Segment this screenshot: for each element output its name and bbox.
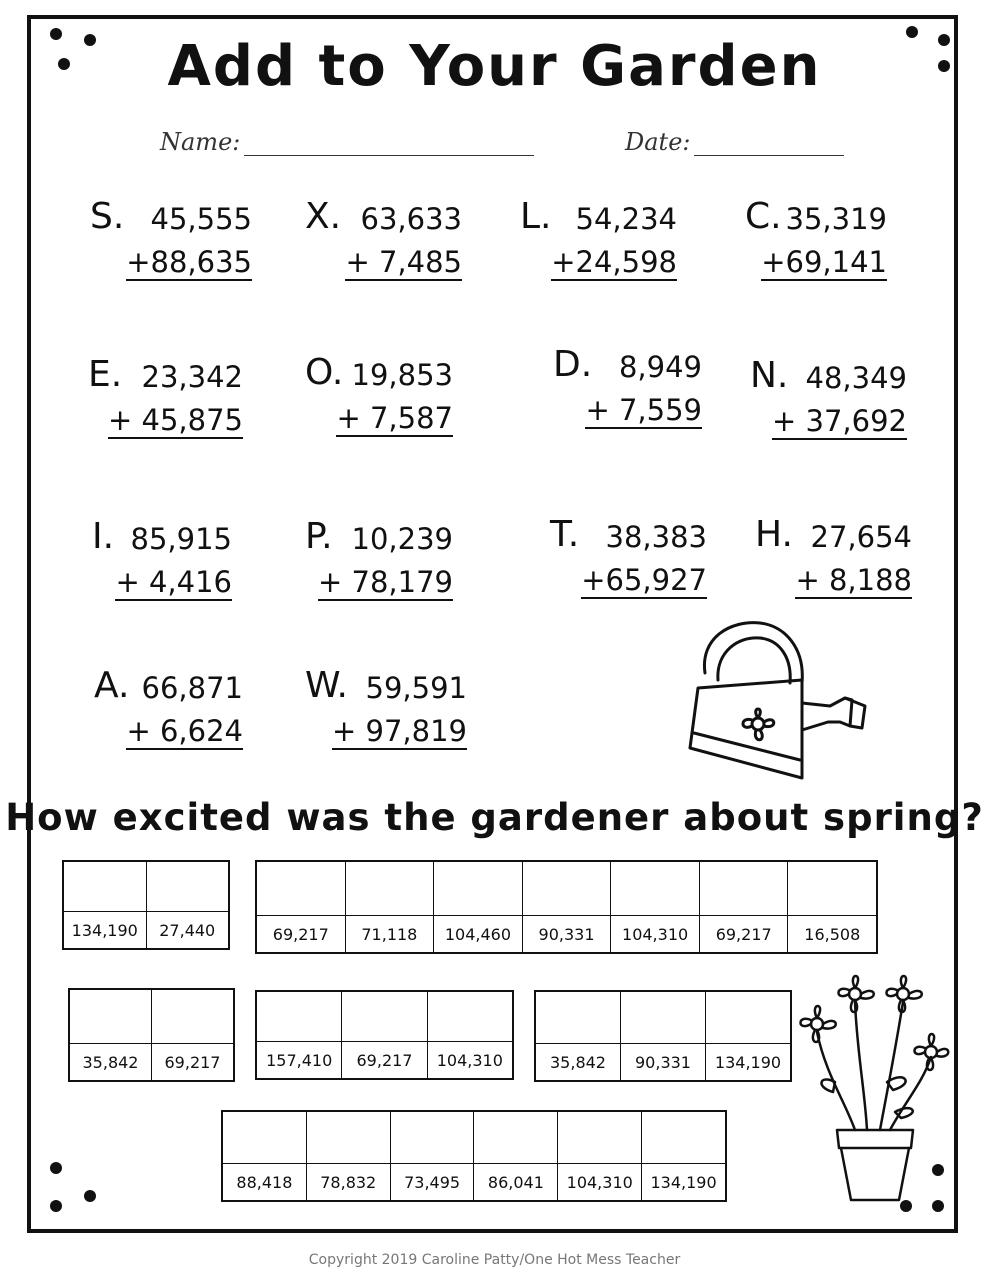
problem-item: [550, 514, 707, 614]
addend-top: 59,591: [365, 671, 467, 705]
answer-cell[interactable]: [307, 1112, 391, 1200]
answer-value: 69,217: [272, 924, 329, 944]
problem-item: [305, 352, 453, 452]
addend-bottom: +69,141: [761, 245, 887, 279]
answer-cell[interactable]: [223, 1112, 307, 1200]
date-label: Date:: [625, 128, 691, 156]
answer-value: 90,331: [635, 1052, 691, 1072]
addend-top: 54,234: [575, 202, 677, 236]
answer-blank[interactable]: [434, 862, 522, 916]
answer-cell[interactable]: [611, 862, 700, 952]
addend-top: 23,342: [141, 360, 243, 394]
answer-group: [255, 860, 878, 954]
answer-cell[interactable]: [391, 1112, 475, 1200]
addend-top: 35,319: [785, 202, 887, 236]
addend-bottom: + 7,587: [336, 401, 453, 435]
answer-group: [62, 860, 230, 950]
problem-letter: W.: [305, 665, 348, 706]
name-field[interactable]: [160, 128, 534, 156]
answer-blank[interactable]: [536, 992, 620, 1044]
addend-top: 48,349: [805, 361, 907, 395]
corner-dot: [50, 1162, 62, 1174]
problem-item: [305, 516, 453, 616]
addend-bottom: + 37,692: [772, 404, 907, 438]
problem-item: [90, 196, 252, 296]
problem-item: [745, 196, 887, 296]
answer-value: 134,190: [71, 920, 138, 940]
answer-value: 35,842: [550, 1052, 606, 1072]
answer-cell[interactable]: [558, 1112, 642, 1200]
corner-dot: [84, 1190, 96, 1202]
problem-item: [553, 344, 702, 444]
answer-blank[interactable]: [64, 862, 146, 912]
answer-group: [534, 990, 792, 1082]
answer-value: 69,217: [164, 1052, 221, 1072]
addend-top: 38,383: [605, 520, 707, 554]
problem-letter: O.: [305, 352, 344, 393]
answer-cell[interactable]: [536, 992, 621, 1080]
addend-bottom: + 8,188: [795, 563, 912, 597]
flower-pot-icon: [795, 962, 955, 1206]
answer-value: 104,310: [622, 924, 689, 944]
problem-letter: S.: [90, 196, 125, 237]
problem-item: [92, 516, 232, 616]
addend-top: 45,555: [150, 202, 252, 236]
answer-value: 88,418: [236, 1172, 293, 1192]
answer-value: 134,190: [714, 1052, 782, 1072]
addend-top: 66,871: [141, 671, 243, 705]
answer-blank[interactable]: [257, 992, 341, 1042]
riddle-question: How excited was the gardener about spring?: [5, 796, 984, 839]
answer-blank[interactable]: [788, 862, 876, 916]
problem-letter: E.: [88, 354, 123, 395]
answer-value: 78,832: [320, 1172, 377, 1192]
answer-cell[interactable]: [621, 992, 706, 1080]
page-title: Add to Your Garden: [167, 34, 822, 99]
answer-blank[interactable]: [346, 862, 434, 916]
answer-cell[interactable]: [346, 862, 435, 952]
problem-letter: C.: [745, 196, 782, 237]
addend-top: 27,654: [810, 520, 912, 554]
addend-bottom: + 7,485: [345, 245, 462, 279]
answer-cell[interactable]: [706, 992, 790, 1080]
addend-bottom: + 7,559: [585, 393, 702, 427]
answer-cell[interactable]: [342, 992, 427, 1078]
answer-value: 16,508: [804, 924, 861, 944]
problem-item: [305, 665, 467, 765]
name-label: Name:: [160, 128, 241, 156]
answer-cell[interactable]: [523, 862, 612, 952]
answer-value: 71,118: [361, 924, 418, 944]
answer-value: 104,310: [566, 1172, 633, 1192]
answer-cell[interactable]: [257, 992, 342, 1078]
problem-letter: P.: [305, 516, 333, 557]
problem-item: [94, 665, 243, 765]
answer-blank[interactable]: [621, 992, 705, 1044]
answer-cell[interactable]: [70, 990, 152, 1080]
problem-item: [520, 196, 677, 296]
answer-blank[interactable]: [307, 1112, 390, 1164]
answer-cell[interactable]: [700, 862, 789, 952]
addend-bottom: +24,598: [551, 245, 677, 279]
answer-value: 104,310: [436, 1050, 503, 1070]
answer-blank[interactable]: [257, 862, 345, 916]
problem-letter: N.: [750, 355, 789, 396]
problem-letter: D.: [553, 344, 593, 385]
name-line[interactable]: [244, 133, 534, 156]
answer-blank[interactable]: [611, 862, 699, 916]
problem-letter: X.: [305, 196, 342, 237]
addend-bottom: + 97,819: [332, 714, 467, 748]
addend-bottom: + 4,416: [115, 565, 232, 599]
answer-group: [68, 988, 235, 1082]
problem-letter: H.: [755, 514, 793, 555]
answer-blank[interactable]: [558, 1112, 641, 1164]
answer-cell[interactable]: [788, 862, 876, 952]
addend-top: 8,949: [618, 350, 702, 384]
problem-item: [755, 514, 912, 614]
problem-letter: T.: [550, 514, 580, 555]
answer-value: 86,041: [487, 1172, 544, 1192]
answer-value: 69,217: [715, 924, 772, 944]
answer-blank[interactable]: [152, 990, 233, 1044]
problem-item: [88, 354, 243, 454]
problem-letter: A.: [94, 665, 130, 706]
problem-item: [305, 196, 462, 296]
answer-blank[interactable]: [147, 862, 229, 912]
answer-blank[interactable]: [706, 992, 790, 1044]
answer-cell[interactable]: [434, 862, 523, 952]
date-field[interactable]: [625, 128, 844, 156]
answer-blank[interactable]: [700, 862, 788, 916]
addend-bottom: + 45,875: [108, 403, 243, 437]
answer-group: [255, 990, 514, 1080]
addend-top: 85,915: [130, 522, 232, 556]
addend-top: 19,853: [351, 358, 453, 392]
answer-blank[interactable]: [474, 1112, 557, 1164]
answer-blank[interactable]: [391, 1112, 474, 1164]
answer-cell[interactable]: [428, 992, 512, 1078]
answer-value: 35,842: [82, 1052, 139, 1072]
answer-value: 69,217: [356, 1050, 413, 1070]
copyright-notice: Copyright 2019 Caroline Patty/One Hot Mess Teacher: [308, 1252, 681, 1268]
answer-cell[interactable]: [152, 990, 233, 1080]
problem-item: [750, 355, 907, 455]
answer-value: 27,440: [159, 920, 216, 940]
addend-bottom: + 6,624: [126, 714, 243, 748]
answer-cell[interactable]: [474, 1112, 558, 1200]
watering-can-icon: [680, 618, 875, 788]
addend-top: 63,633: [360, 202, 462, 236]
answer-value: 104,460: [444, 924, 512, 944]
date-line[interactable]: [694, 133, 844, 156]
problem-letter: L.: [520, 196, 552, 237]
answer-cell[interactable]: [642, 1112, 725, 1200]
answer-cell[interactable]: [147, 862, 229, 948]
answer-blank[interactable]: [223, 1112, 306, 1164]
answer-value: 90,331: [538, 924, 595, 944]
answer-group: [221, 1110, 727, 1202]
answer-value: 73,495: [404, 1172, 461, 1192]
answer-blank[interactable]: [70, 990, 151, 1044]
answer-blank[interactable]: [342, 992, 426, 1042]
answer-cell[interactable]: [257, 862, 346, 952]
addend-top: 10,239: [351, 522, 453, 556]
addend-bottom: + 78,179: [318, 565, 453, 599]
answer-blank[interactable]: [642, 1112, 725, 1164]
addend-bottom: +88,635: [126, 245, 252, 279]
corner-dot: [50, 1200, 62, 1212]
answer-blank[interactable]: [523, 862, 611, 916]
answer-value: 157,410: [266, 1050, 333, 1070]
addend-bottom: +65,927: [581, 563, 707, 597]
answer-cell[interactable]: [64, 862, 147, 948]
answer-blank[interactable]: [428, 992, 512, 1042]
answer-value: 134,190: [650, 1172, 717, 1192]
problem-letter: I.: [92, 516, 115, 557]
